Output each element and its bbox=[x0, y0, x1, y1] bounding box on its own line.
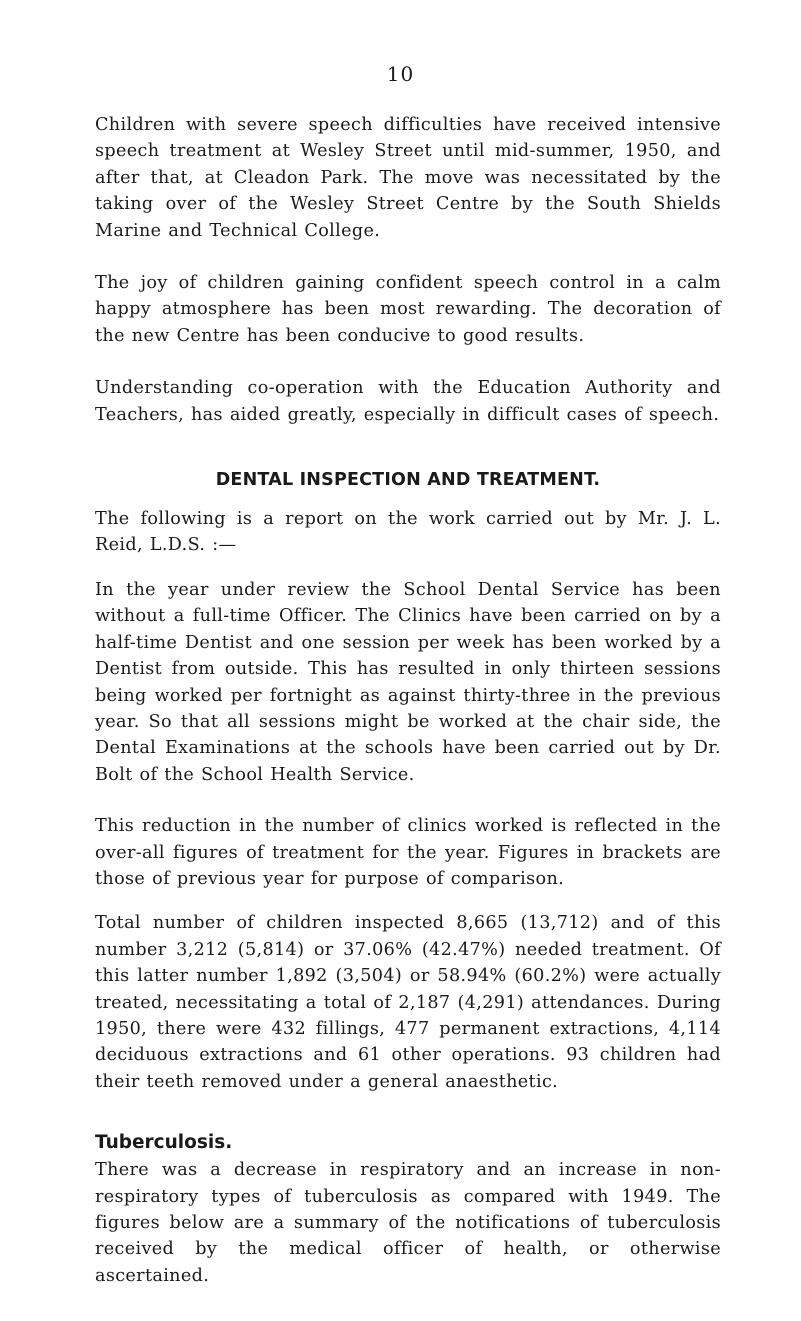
page-content bbox=[95, 112, 721, 1289]
dental-reduction-paragraph: This reduction in the number of clinics worked is reflected in the over-all figures of treatment for the year. Figures in brackets are those of previous year for purpose of comparison. bbox=[95, 816, 721, 889]
dental-report-intro: The following is a report on the work carried out by Mr. J. L. Reid, L.D.S. :— bbox=[95, 509, 721, 556]
speech-treatment-paragraph: Children with severe speech difficulties have received intensive speech treatment at Wesley Street until mid-summer, 1950, and after that, at Cleadon Park. The move was necessitated by the taking over of the Wesley Street Centre by the South Shields Marine and Technical College. bbox=[95, 115, 721, 241]
dental-section-heading: DENTAL INSPECTION AND TREATMENT. bbox=[215, 470, 601, 491]
cooperation-paragraph: Understanding co-operation with the Education Authority and Teachers, has aided greatly, especially in difficult cases of speech. bbox=[95, 378, 721, 425]
page-number: 10 bbox=[386, 62, 415, 86]
dental-service-paragraph: In the year under review the School Dental Service has been without a full-time Officer. The Clinics have been carried on by a half-time Dentist and one session per week has been worked by a Dentist from outside. This has resulted in only thirteen sessions being worked per fortnight as against thirty-three in the previous year. So that all sessions might be worked at the chair side, the Dental Examinations at the schools have been carried out by Dr. Bolt of the School Health Service. bbox=[95, 579, 721, 785]
tuberculosis-heading: Tuberculosis. bbox=[95, 1132, 233, 1154]
tuberculosis-paragraph: There was a decrease in respiratory and an increase in non-respiratory types of tuberculosis as compared with 1949. The figures below are a summary of the notifications of tuberculosis received by the medical officer of health, or otherwise ascertained. bbox=[95, 1160, 721, 1286]
dental-figures-paragraph: Total number of children inspected 8,665 (13,712) and of this number 3,212 (5,814) or 37.06% (42.47%) needed treatment. Of this latter number 1,892 (3,504) or 58.94% (60.2%) were actually treated, necessitating a total of 2,187 (4,291) attendances. During 1950, there were 432 fillings, 477 permanent extractions, 4,114 deciduous extractions and 61 other operations. 93 children had their teeth removed under a general anaesthetic. bbox=[95, 913, 721, 1092]
speech-joy-paragraph: The joy of children gaining confident speech control in a calm happy atmosphere has been most rewarding. The decoration of the new Centre has been conducive to good results. bbox=[95, 273, 721, 346]
